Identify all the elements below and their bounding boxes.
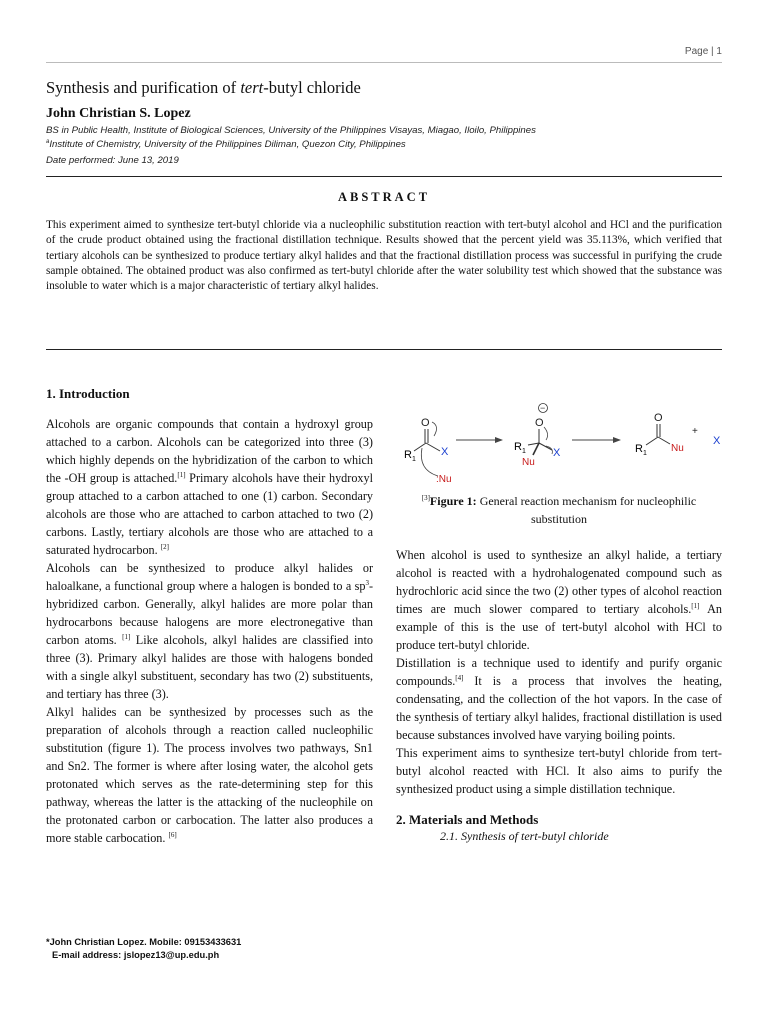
product-r1-label: $R_1$ [635,443,647,457]
citation-5: [1] [691,601,700,610]
methods-subheading: 2.1. Synthesis of tert-butyl chloride [440,829,609,843]
intro-paragraph-1 [46,415,373,559]
bond [414,443,426,451]
citation-1: [1] [177,470,186,479]
page-number: Page | 1 [684,46,722,57]
attack-arrow [421,448,438,476]
right-p1-b: An example of this is the use of tert-butyl alcohol with HCl to produce tert-butyl chloride. [396,602,722,652]
intermediate-oxygen-label: O [535,417,544,429]
bond [658,437,670,444]
bond [646,437,658,445]
figure-citation: [3] [421,494,430,502]
reactant-oxygen-label: O [421,417,430,429]
citation-6: [4] [455,673,464,682]
reaction-mechanism-figure [396,400,722,490]
intermediate-nucleophile-label: Nu [522,457,535,468]
intro-paragraph-3 [46,703,373,847]
header-rule [46,62,722,63]
sp3-superscript: 3 [365,578,369,587]
reaction-mechanism-diagram [396,400,722,486]
figure-caption-text: General reaction mechanism for nucleophilic substitution [476,494,697,526]
citation-3: [1] [122,632,131,641]
footnote [46,936,241,962]
reactant-r1-label: $R_1$ [404,449,416,463]
wedge-bond [533,443,539,455]
figure-caption [396,492,722,528]
bond [539,443,552,450]
intro-p3-a: Alkyl halides can be synthesized by processes such as the preparation of alcohols through a reaction called nucleophilic substitution (figure 1). The process involves two pathways, Sn1 and Sn2. The former is where after losing water, the alcohol gets protonated which serves as the rate-determining step for this pathway, whereas the latter is the attacking of the nucleophile on the protonated carbon or carbocation. The latter also produces a more stable carbocation. [46,705,373,845]
footnote-email: E-mail address: jslopez13@up.edu.ph [52,950,220,960]
figure-label: Figure 1: [429,494,477,508]
date-performed: Date performed: June 13, 2019 [46,155,179,166]
right-paragraph-1 [396,546,722,654]
left-column [46,386,373,847]
abstract-heading: ABSTRACT [337,190,431,204]
affiliation-1: BS in Public Health, Institute of Biological Sciences, University of the Philippines Visayas, Miagao, Iloilo, Philippines [46,125,536,136]
right-paragraph-3: This experiment aims to synthesize tert-butyl chloride from tert-butyl alcohol reacted with HCl. It also aims to purify the synthesized product using a simple distillation technique. [396,746,722,796]
intro-p2-a: Alcohols can be synthesized to produce alkyl halides or haloalkane, a functional group where a halogen is bonded to a sp [46,561,373,593]
citation-4: [6] [168,830,177,839]
bond [426,443,440,451]
citation-2: [2] [160,542,169,551]
electron-arrow [544,427,548,440]
right-p1-a: When alcohol is used to synthesize an alkyl halide, a tertiary alcohol is reacted with a hydrohalogenated compound such as hydrochloric acid since the two (2) other types of alcohol reaction times are much slower compared to tertiary alcohols. [396,548,722,616]
affiliation-2-text: Institute of Chemistry, University of the Philippines Diliman, Quezon City, Philippines [49,139,406,151]
nucleophile-attack-label: :Nu [436,474,452,485]
title-prefix: Synthesis and purification of [46,78,241,97]
introduction-heading: 1. Introduction [46,386,130,401]
intro-p1-b: Primary alcohols have their hydroxyl group attached to a carbon attached to one (1) carbon. Secondary alcohols are those who are attached to carbon attached to two (2) carbons. Lastly, tertiary alcohols are those who are attached to a saturated hydrocarbon. [46,471,373,557]
right-p2-a: Distillation is a technique used to identify and purify organic compounds. [396,656,722,688]
affiliation-marker: a [46,139,50,145]
title-italic: tert [240,78,264,97]
intro-p2-b: -hybridized carbon. Generally, alkyl halides are more polar than hydrocarbons because halogens are more electronegative than carbon atoms. [46,579,373,647]
abstract-bottom-rule [46,349,722,350]
author-name: John Christian S. Lopez [46,106,191,121]
intro-p1-a: Alcohols are organic compounds that contain a hydroxyl group attached to a carbon. Alcohols can be categorized into three (3) which highly depends on the hybridization of the carbon to which the -OH group is attached. [46,417,373,485]
product-nucleophile-label: Nu [671,443,684,454]
affiliation-2 [46,139,406,150]
reactant-leaving-group-label: X [441,446,449,458]
intro-p2-c: Like alcohols, alkyl halides are classified into three (3). Primary alkyl halides are those with halogens bonded with a single alkyl substituent, secondary has two (2) substituents, and tertiary has three (3). [46,633,373,701]
methods-heading: 2. Materials and Methods [396,812,539,827]
negative-charge-label: − [540,403,546,413]
product-oxygen-label: O [654,412,663,424]
abstract-text: This experiment aimed to synthesize tert-butyl chloride via a nucleophilic substitution reaction with tert-butyl alcohol and HCl and the purification of the crude product obtained using the fractional distillation technique. Results showed that the percent yield was 35.113%, which verified that tertiary alcohols can be synthesized to produce tertiary alkyl halides and that the fractional distillation process was successful in purifying the crude sample obtained. The obtained product was also confirmed as tert-butyl chloride after the water solubility test which showed that the substance was insoluble to water which is a major characteristic of tertiary alkyl halides. [46,219,722,293]
right-p2-b: It is a process that involves the heating, condensating, and the collection of the hot vapors. In the case of the synthesis of tertiary alkyl halides, fractional distillation is used because substances involved have varying boiling points. [396,674,722,742]
product-leaving-group-label: X [713,435,721,447]
intermediate-r1-label: $R_1$ [514,441,526,455]
footnote-contact: *John Christian Lopez. Mobile: 09153433631 [46,937,242,947]
title-suffix: -butyl chloride [263,78,361,97]
intermediate-leaving-group-label: X [553,447,561,459]
intro-paragraph-2 [46,559,373,703]
plus-sign: + [692,426,698,437]
right-paragraph-2 [396,654,722,744]
right-column [396,400,722,844]
abstract-top-rule [46,176,722,177]
paper-title [46,78,361,98]
electron-arrow [432,422,437,436]
